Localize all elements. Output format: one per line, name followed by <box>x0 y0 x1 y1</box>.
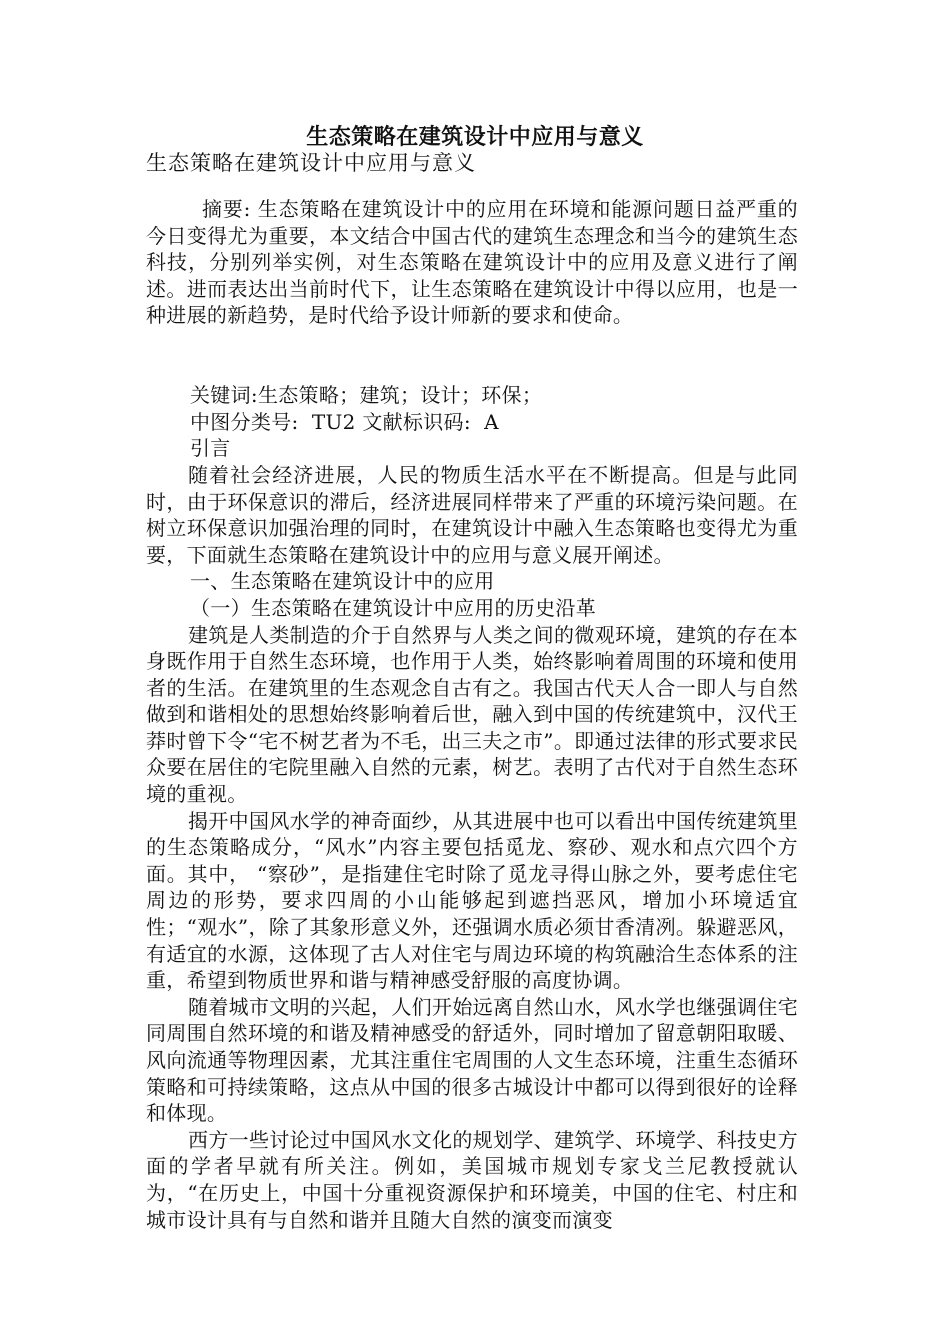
spacer <box>146 329 798 356</box>
document-subtitle: 生态策略在建筑设计中应用与意义 <box>146 151 476 175</box>
spacer <box>146 356 798 383</box>
abstract-paragraph: 摘要: 生态策略在建筑设计中的应用在环境和能源问题日益严重的今日变得尤为重要，本文结合中国古代的建筑生态理念和当今的建筑生态科技，分别列举实例，对生态策略在建筑设计中的应用及意义进行了阐述。进而表达出当前时代下，让生态策略在建筑设计中得以应用，也是一种进展的新趋势，是时代给予设计师新的要求和使命。 <box>146 197 798 328</box>
document-title: 生态策略在建筑设计中应用与意义 <box>306 124 644 150</box>
body-paragraph: 建筑是人类制造的介于自然界与人类之间的微观环境，建筑的存在本身既作用于自然生态环境，也作用于人类，始终影响着周围的环境和使用者的生活。在建筑里的生态观念自古有之。我国古代天人合一即人与自然做到和谐相处的思想始终影响着后世，融入到中国的传统建筑中，汉代王莽时曾下令“宅不树艺者为不毛，出三夫之市”。即通过法律的形式要求民众要在居住的宅院里融入自然的元素，树艺。表明了古代对于自然生态环境的重视。 <box>146 622 798 807</box>
document-body <box>146 196 798 1233</box>
classification-line: 中图分类号: TU2 文献标识码: A <box>190 409 499 434</box>
sub-section-heading: （一）生态策略在建筑设计中应用的历史沿革 <box>190 595 596 620</box>
section-heading: 一、生态策略在建筑设计中的应用 <box>190 569 495 594</box>
body-paragraph: 西方一些讨论过中国风水文化的规划学、建筑学、环境学、科技史方面的学者早就有所关注。例如，美国城市规划专家戈兰尼教授就认为，“在历史上，中国十分重视资源保护和环境美，中国的住宅、村庄和城市设计具有与自然和谐并且随大自然的演变而演变 <box>146 1127 798 1232</box>
body-paragraph: 揭开中国风水学的神奇面纱，从其进展中也可以看出中国传统建筑里的生态策略成分，“风水”内容主要包括觅龙、察砂、观水和点穴四个方面。其中， “察砂”，是指建住宅时除了觅龙寻得山脉之外，要考虑住宅周边的形势，要求四周的小山能够起到遮挡恶风，增加小环境适宜性；“观水”，除了其象形意义外，还强调水质必须甘香清冽。躲避恶风，有适宜的水源，这体现了古人对住宅与周边环境的构筑融洽生态体系的注重，希望到物质世界和谐与精神感受舒服的高度协调。 <box>146 808 798 993</box>
intro-heading: 引言 <box>190 436 231 461</box>
body-paragraph: 随着城市文明的兴起，人们开始远离自然山水，风水学也继强调住宅同周围自然环境的和谐及精神感受的舒适外，同时增加了留意朝阳取暖、风向流通等物理因素，尤其注重住宅周围的人文生态环境，注重生态循环策略和可持续策略，这点从中国的很多古城设计中都可以得到很好的诠释和体现。 <box>146 994 798 1126</box>
intro-paragraph: 随着社会经济进展，人民的物质生活水平在不断提高。但是与此同时，由于环保意识的滞后，经济进展同样带来了严重的环境污染问题。在树立环保意识加强治理的同时，在建筑设计中融入生态策略也变得尤为重要，下面就生态策略在建筑设计中的应用与意义展开阐述。 <box>146 462 798 567</box>
keywords-line: 关键词:生态策略；建筑；设计；环保； <box>190 383 543 408</box>
